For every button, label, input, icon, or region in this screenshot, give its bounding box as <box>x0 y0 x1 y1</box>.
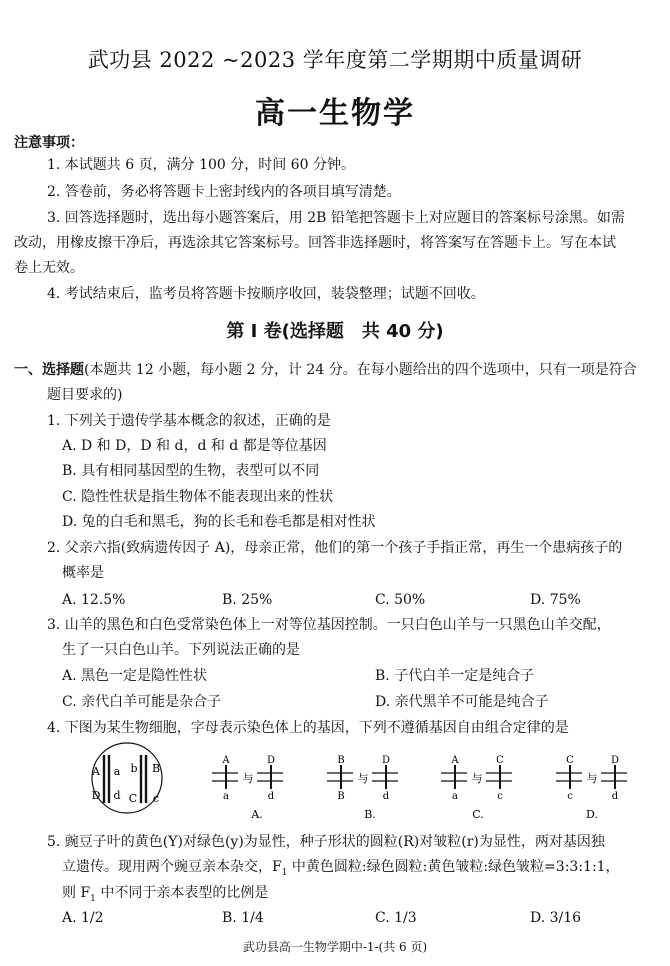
q1-option-b: B. 具有相同基因型的生物，表型可以不同 <box>62 463 320 479</box>
q5-stem-1: 5. 豌豆子叶的黄色(Y)对绿色(y)为显性，种子形状的圆粒(R)对皱粒(r)为显性，两对基因独 <box>47 834 605 850</box>
gene-label: A <box>222 755 230 766</box>
gene-label: D <box>91 789 101 802</box>
q3-stem-1: 3. 山羊的黑色和白色受常染色体上一对等位基因控制。一只白色山羊与一只黑色山羊交配， <box>47 617 611 633</box>
q1-option-a: A. D 和 D，D 和 d，d 和 d 都是等位基因 <box>62 438 327 454</box>
gene-label: B <box>151 762 161 775</box>
gene-label: B <box>337 791 345 802</box>
gene-label: D <box>381 755 391 766</box>
q2-option-a: A. 12.5% <box>62 592 126 608</box>
option-label: C. <box>472 808 484 821</box>
part-desc-2: 题目要求的) <box>47 387 123 403</box>
q5-stem-3b: 中不同于亲本表型的比例是 <box>95 885 269 901</box>
q3-option-c: C. 亲代白羊可能是杂合子 <box>62 694 222 710</box>
gene-label: d <box>382 791 390 802</box>
notice-item-2: 2. 答卷前，务必将答题卡上密封线内的各项目填写清楚。 <box>47 184 401 200</box>
gene-label: b <box>130 762 138 775</box>
q5-option-a: A. 1/2 <box>62 910 104 926</box>
notice-item-3: 3. 回答选择题时，选出每小题答案后，用 2B 铅笔把答题卡上对应题目的答案标号涂黑。如需 <box>47 210 625 226</box>
q2-option-d: D. 75% <box>530 592 581 608</box>
gene-label: C <box>566 755 574 766</box>
part-desc-1: (本题共 12 小题，每小题 2 分，计 24 分。在每小题给出的四个选项中，只有一项是符合 <box>84 362 637 378</box>
subscript: 1 <box>90 893 96 904</box>
q4-option-d <box>556 755 627 821</box>
gene-label: c <box>497 791 503 802</box>
gene-label: c <box>567 791 573 802</box>
q4-stem: 4. 下图为某生物细胞，字母表示染色体上的基因，下列不遵循基因自由组合定律的是 <box>47 720 569 736</box>
q5-stem-2b: 中黄色圆粒:绿色圆粒:黄色皱粒:绿色皱粒=3:3:1:1， <box>287 859 620 875</box>
q1-stem: 1. 下列关于遗传学基本概念的叙述，正确的是 <box>47 413 331 429</box>
part-header <box>14 360 637 380</box>
q5-stem-3 <box>62 883 268 909</box>
gene-label: D <box>266 755 276 766</box>
notice-item-3-cont2: 卷上无效。 <box>14 260 84 276</box>
q4-option-a <box>212 755 283 821</box>
gene-label: a <box>452 791 458 802</box>
gene-label: A <box>451 755 459 766</box>
section-title: 第 I 卷(选择题 共 40 分) <box>226 321 444 342</box>
gene-label: a <box>223 791 229 802</box>
q2-option-c: C. 50% <box>375 592 426 608</box>
q5-stem-2a: 立遗传。现用两个豌豆亲本杂交，F <box>62 859 282 875</box>
q2-stem-1: 2. 父亲六指(致病遗传因子 A)，母亲正常，他们的第一个孩子手指正常，再生一个患病孩子的 <box>47 540 623 556</box>
gene-label: C <box>128 792 138 805</box>
q5-stem-2 <box>62 857 620 883</box>
option-label: B. <box>364 808 376 821</box>
notice-item-3-cont: 改动，用橡皮擦干净后，再选涂其它答案标号。回答非选择题时，将答案写在答题卡上。写在本试 <box>14 235 616 251</box>
gene-label: A <box>92 765 100 778</box>
option-label: A. <box>251 808 263 821</box>
exam-title: 武功县 2022 ~2023 学年度第二学期期中质量调研 <box>87 48 583 72</box>
q2-stem-2: 概率是 <box>62 565 104 581</box>
page-footer: 武功县高一生物学期中-1-(共 6 页) <box>242 940 428 954</box>
q5-option-b: B. 1/4 <box>222 910 264 926</box>
gene-label: d <box>611 791 619 802</box>
gene-label: C <box>496 755 504 766</box>
notice-heading: 注意事项： <box>14 135 84 151</box>
connector-text: 与 <box>471 772 483 785</box>
q3-option-a: A. 黑色一定是隐性性状 <box>62 668 208 684</box>
cell-outline <box>92 743 162 813</box>
subscript: 1 <box>281 867 288 878</box>
q5-option-c: C. 1/3 <box>375 910 417 926</box>
notice-item-1: 1. 本试题共 6 页，满分 100 分，时间 60 分钟。 <box>47 157 355 173</box>
q3-stem-2: 生了一只白色山羊。下列说法正确的是 <box>62 642 300 658</box>
notice-item-4: 4. 考试结束后，监考员将答题卡按顺序收回，装袋整理；试题不回收。 <box>47 286 485 302</box>
q4-option-b <box>327 755 398 821</box>
gene-label: a <box>113 765 121 778</box>
q1-option-c: C. 隐性性状是指生物体不能表现出来的性状 <box>62 489 334 505</box>
gene-label: c <box>152 792 160 805</box>
q5-stem-3a: 则 F <box>62 885 91 901</box>
q5-option-d: D. 3/16 <box>530 910 582 926</box>
option-label: D. <box>586 808 598 821</box>
q4-option-c <box>441 755 512 821</box>
part-label: 一、选择题 <box>14 362 84 378</box>
subject-title: 高一生物学 <box>255 96 415 131</box>
gene-label: D <box>610 755 620 766</box>
gene-label: d <box>113 789 121 802</box>
cell-diagram <box>91 743 162 813</box>
gene-label: d <box>267 791 275 802</box>
q4-figure <box>0 740 670 830</box>
connector-text: 与 <box>242 772 254 785</box>
q2-option-b: B. 25% <box>222 592 273 608</box>
connector-text: 与 <box>357 772 369 785</box>
gene-label: B <box>337 755 345 766</box>
q3-option-d: D. 亲代黑羊不可能是纯合子 <box>375 694 549 710</box>
connector-text: 与 <box>586 772 598 785</box>
q3-option-b: B. 子代白羊一定是纯合子 <box>375 668 535 684</box>
q1-option-d: D. 兔的白毛和黑毛，狗的长毛和卷毛都是相对性状 <box>62 514 376 530</box>
